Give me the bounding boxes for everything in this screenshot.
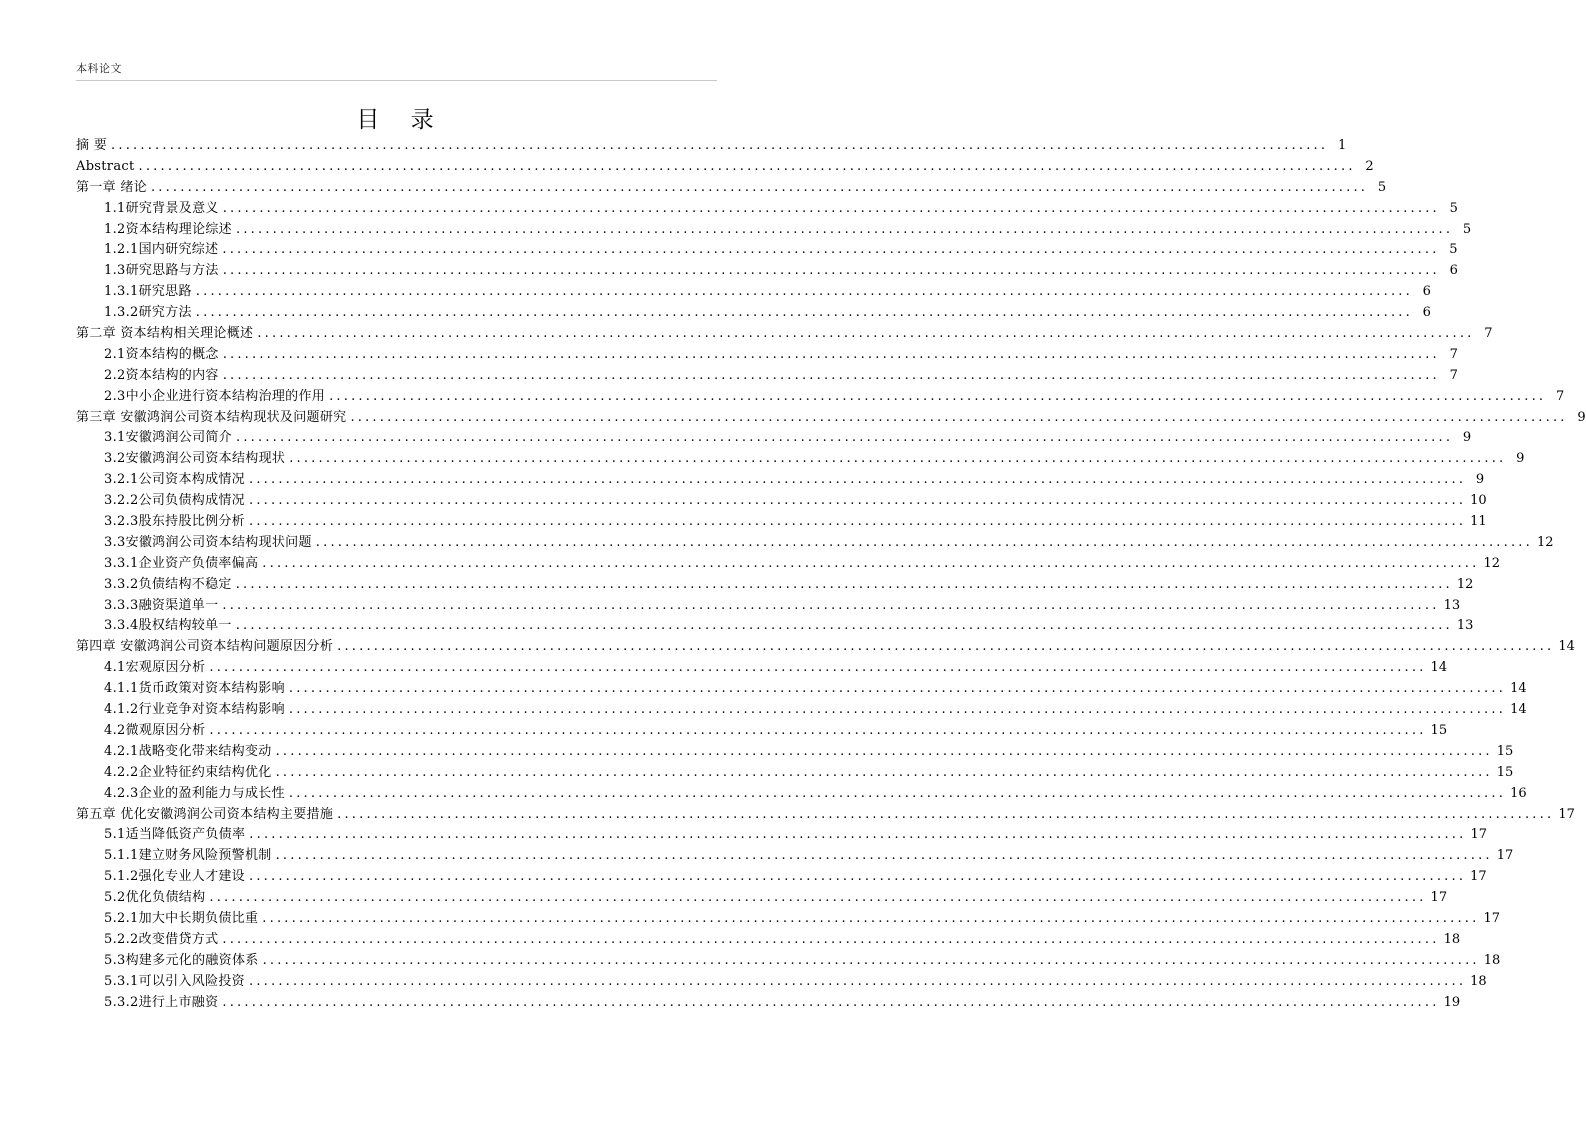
toc-entry[interactable] (76, 470, 1485, 491)
toc-dot-leader: ...................................................................................................................................................................... (262, 952, 1480, 968)
toc-entry-page: 16 (1510, 785, 1527, 801)
toc-entry[interactable] (76, 721, 1448, 742)
toc-entry-page: 12 (1456, 576, 1474, 592)
toc-dot-leader: ...................................................................................................................................................................... (222, 346, 1440, 362)
toc-entry-page: 19 (1443, 994, 1461, 1010)
toc-entry-label: 3.2.1公司资本构成情况 (104, 472, 245, 488)
toc-entry-label: 5.3.1可以引入风险投资 (104, 973, 245, 989)
toc-entry-label: 5.2优化负债结构 (104, 890, 206, 906)
toc-dot-leader: ...................................................................................................................................................................... (222, 994, 1440, 1010)
toc-dot-leader: ...................................................................................................................................................................... (275, 848, 1493, 864)
toc-entry[interactable] (76, 763, 1514, 784)
toc-entry-page: 7 (1484, 326, 1493, 342)
toc-entry-label: 5.3构建多元化的融资体系 (104, 952, 259, 968)
toc-entry-label: 5.1.1建立财务风险预警机制 (104, 848, 272, 864)
toc-entry[interactable] (76, 784, 1527, 805)
toc-dot-leader: ...................................................................................................................................................................... (350, 409, 1568, 425)
toc-dot-leader: ...................................................................................................................................................................... (288, 681, 1507, 697)
toc-entry-label: 3.3安徽鸿润公司资本结构现状问题 (104, 534, 312, 550)
toc-entry-label: 4.2.2企业特征约束结构优化 (104, 764, 272, 780)
toc-dot-leader: ...................................................................................................................................................................... (209, 660, 1427, 676)
toc-entry-label: 2.1资本结构的概念 (104, 346, 219, 362)
toc-entry-page: 5 (1449, 242, 1458, 258)
toc-dot-leader: ...................................................................................................................................................................... (222, 367, 1440, 383)
toc-dot-leader: ...................................................................................................................................................................... (248, 514, 1467, 530)
toc-entry-label: 5.2.2改变借贷方式 (104, 931, 219, 947)
toc-entry-label: 3.3.1企业资产负债率偏高 (104, 555, 259, 571)
toc-dot-leader: ...................................................................................................................................................................... (235, 430, 1454, 446)
toc-entry[interactable] (76, 637, 1575, 658)
toc-entry[interactable] (76, 554, 1500, 575)
toc-dot-leader: ...................................................................................................................................................................... (248, 472, 1467, 488)
toc-dot-leader: ...................................................................................................................................................................... (315, 534, 1533, 550)
toc-entry-label: 1.2.1国内研究综述 (104, 242, 219, 258)
toc-entry-page: 11 (1470, 514, 1487, 530)
toc-entry[interactable] (76, 679, 1527, 700)
toc-dot-leader: ...................................................................................................................................................................... (262, 555, 1480, 571)
toc-entry-page: 7 (1449, 346, 1458, 362)
toc-dot-leader: ...................................................................................................................................................................... (275, 743, 1493, 759)
toc-entry-label: 3.2.3股东持股比例分析 (104, 514, 245, 530)
toc-entry-label: 5.1.2强化专业人才建设 (104, 869, 245, 885)
toc-entry[interactable] (76, 199, 1458, 220)
toc-entry-page: 14 (1510, 702, 1527, 718)
toc-entry-label: 1.3.2研究方法 (104, 305, 192, 321)
toc-entry-page: 18 (1470, 973, 1487, 989)
toc-dot-leader: ...................................................................................................................................................................... (222, 200, 1440, 216)
toc-entry[interactable] (76, 867, 1487, 888)
toc-entry-label: 2.2资本结构的内容 (104, 367, 219, 383)
toc-entry-page: 13 (1456, 618, 1474, 634)
toc-entry-page: 9 (1462, 430, 1472, 446)
toc-entry-page: 17 (1430, 890, 1448, 906)
toc-entry-label: 第四章 安徽鸿润公司资本结构问题原因分析 (76, 639, 334, 655)
toc-entry[interactable] (76, 951, 1501, 972)
toc-dot-leader: ...................................................................................................................................................................... (329, 388, 1547, 404)
toc-entry-label: 1.3.1研究思路 (104, 284, 192, 300)
toc-entry-label: 5.3.2进行上市融资 (104, 994, 219, 1010)
toc-dot-leader: ...................................................................................................................................................................... (111, 138, 1329, 153)
toc-entry-label: 3.3.3融资渠道单一 (104, 597, 219, 613)
toc-entry-label: 摘 要 (76, 138, 108, 153)
toc-entry[interactable] (76, 261, 1458, 282)
toc-dot-leader: ...................................................................................................................................................................... (248, 973, 1467, 989)
toc-entry-label: 4.2.3企业的盈利能力与成长性 (104, 785, 285, 801)
toc-entry-page: 10 (1470, 493, 1487, 509)
toc-entry[interactable] (76, 616, 1474, 637)
header-divider (76, 80, 717, 81)
toc-entry-page: 9 (1516, 451, 1525, 467)
toc-dot-leader: ...................................................................................................................................................................... (288, 785, 1507, 801)
toc-title: 目 录 (356, 107, 437, 133)
toc-entry-label: 5.1适当降低资产负债率 (104, 827, 246, 843)
toc-entry[interactable] (76, 303, 1431, 324)
toc-entry-page: 17 (1483, 910, 1500, 926)
toc-entry[interactable] (76, 178, 1387, 199)
toc-entry-label: 4.2.1战略变化带来结构变动 (104, 743, 272, 759)
toc-dot-leader: ...................................................................................................................................................................... (248, 869, 1467, 885)
toc-entry[interactable] (76, 742, 1514, 763)
toc-entry[interactable] (76, 408, 1586, 429)
toc-dot-leader: ...................................................................................................................................................................... (195, 284, 1413, 300)
toc-entry[interactable] (76, 282, 1431, 303)
toc-entry-page: 1 (1337, 138, 1347, 153)
toc-entry[interactable] (76, 345, 1458, 366)
toc-entry-label: 1.2资本结构理论综述 (104, 221, 232, 237)
toc-entry-label: 4.1.1货币政策对资本结构影响 (104, 681, 285, 697)
toc-entry-page: 7 (1555, 388, 1565, 404)
toc-entry[interactable] (76, 700, 1527, 721)
toc-entry-label: 第一章 绪论 (76, 179, 147, 195)
toc-entry-label: 3.2.2公司负债构成情况 (104, 493, 245, 509)
toc-dot-leader: ...................................................................................................................................................................... (138, 158, 1356, 174)
toc-dot-leader: ...................................................................................................................................................................... (235, 221, 1454, 237)
toc-entry[interactable] (76, 240, 1458, 261)
toc-entry-label: 第三章 安徽鸿润公司资本结构现状及问题研究 (76, 409, 347, 425)
toc-dot-leader: ...................................................................................................................................................................... (150, 179, 1369, 195)
table-of-contents (76, 136, 1586, 1013)
toc-entry-page: 6 (1449, 263, 1458, 279)
toc-entry[interactable] (76, 805, 1575, 826)
toc-dot-leader: ...................................................................................................................................................................... (209, 722, 1427, 738)
toc-entry[interactable] (76, 387, 1565, 408)
toc-entry-page: 15 (1496, 743, 1514, 759)
toc-entry-label: 3.3.4股权结构较单一 (104, 618, 232, 634)
toc-entry-label: 4.1.2行业竞争对资本结构影响 (104, 702, 285, 718)
toc-entry-page: 5 (1462, 221, 1472, 237)
toc-dot-leader: ...................................................................................................................................................................... (257, 326, 1475, 342)
toc-dot-leader: ...................................................................................................................................................................... (222, 242, 1440, 258)
toc-entry-page: 14 (1510, 681, 1527, 697)
toc-entry-page: 2 (1365, 158, 1374, 174)
toc-entry[interactable] (76, 846, 1514, 867)
toc-entry[interactable] (76, 825, 1487, 846)
toc-entry-label: 第五章 优化安徽鸿润公司资本结构主要措施 (76, 806, 334, 822)
toc-entry-page: 18 (1483, 952, 1501, 968)
toc-entry-page: 17 (1558, 806, 1575, 822)
toc-dot-leader: ...................................................................................................................................................................... (337, 806, 1555, 822)
toc-entry[interactable] (76, 512, 1487, 533)
toc-entry[interactable] (76, 888, 1448, 909)
toc-entry[interactable] (76, 366, 1458, 387)
toc-entry-page: 15 (1496, 764, 1514, 780)
toc-entry-page: 9 (1475, 472, 1485, 488)
toc-entry-page: 6 (1422, 284, 1431, 300)
page-header-label: 本科论文 (76, 62, 122, 75)
toc-entry[interactable] (76, 909, 1500, 930)
toc-entry-label: 1.3研究思路与方法 (104, 263, 219, 279)
toc-entry-label: 5.2.1加大中长期负债比重 (104, 910, 259, 926)
toc-dot-leader: ...................................................................................................................................................................... (222, 597, 1440, 613)
toc-entry-page: 17 (1470, 827, 1487, 843)
toc-entry-label: 4.1宏观原因分析 (104, 660, 206, 676)
toc-entry-page: 9 (1577, 409, 1586, 425)
toc-entry-page: 18 (1443, 931, 1461, 947)
toc-dot-leader: ...................................................................................................................................................................... (209, 890, 1427, 906)
toc-entry-label: 3.2安徽鸿润公司资本结构现状 (104, 451, 286, 467)
toc-dot-leader: ...................................................................................................................................................................... (235, 618, 1453, 634)
toc-entry[interactable] (76, 658, 1448, 679)
toc-entry-page: 13 (1443, 597, 1461, 613)
toc-entry[interactable] (76, 428, 1472, 449)
toc-entry-label: Abstract (76, 158, 135, 174)
toc-entry-label: 3.3.2负债结构不稳定 (104, 576, 232, 592)
toc-entry-page: 17 (1470, 869, 1487, 885)
toc-entry-page: 14 (1430, 660, 1448, 676)
toc-entry-page: 5 (1449, 200, 1458, 216)
toc-dot-leader: ...................................................................................................................................................................... (249, 827, 1467, 843)
toc-dot-leader: ...................................................................................................................................................................... (288, 702, 1507, 718)
toc-entry-label: 1.1研究背景及意义 (104, 200, 219, 216)
toc-dot-leader: ...................................................................................................................................................................... (222, 263, 1440, 279)
toc-entry[interactable] (76, 220, 1472, 241)
toc-entry[interactable] (76, 324, 1493, 345)
toc-entry-label: 4.2微观原因分析 (104, 722, 206, 738)
toc-dot-leader: ...................................................................................................................................................................... (235, 576, 1453, 592)
toc-entry[interactable] (76, 930, 1461, 951)
toc-entry[interactable] (76, 993, 1461, 1014)
toc-entry-page: 6 (1422, 305, 1431, 321)
toc-entry[interactable] (76, 136, 1347, 157)
toc-entry-label: 3.1安徽鸿润公司简介 (104, 430, 232, 446)
toc-entry[interactable] (76, 972, 1487, 993)
toc-entry-page: 12 (1536, 534, 1554, 550)
toc-dot-leader: ...................................................................................................................................................................... (248, 493, 1467, 509)
toc-entry[interactable] (76, 491, 1487, 512)
toc-dot-leader: ...................................................................................................................................................................... (195, 305, 1413, 321)
toc-entry-page: 17 (1496, 848, 1514, 864)
toc-entry-page: 12 (1483, 555, 1500, 571)
toc-entry-page: 15 (1430, 722, 1448, 738)
toc-entry[interactable] (76, 533, 1554, 554)
toc-dot-leader: ...................................................................................................................................................................... (262, 910, 1480, 926)
toc-entry-page: 7 (1449, 367, 1458, 383)
toc-entry[interactable] (76, 157, 1374, 178)
toc-entry[interactable] (76, 596, 1461, 617)
toc-entry-label: 2.3中小企业进行资本结构治理的作用 (104, 388, 326, 404)
toc-entry-page: 14 (1558, 639, 1575, 655)
toc-dot-leader: ...................................................................................................................................................................... (222, 931, 1440, 947)
toc-dot-leader: ...................................................................................................................................................................... (275, 764, 1493, 780)
toc-entry-page: 5 (1377, 179, 1387, 195)
toc-entry[interactable] (76, 449, 1525, 470)
toc-dot-leader: ...................................................................................................................................................................... (337, 639, 1555, 655)
toc-dot-leader: ...................................................................................................................................................................... (289, 451, 1507, 467)
toc-entry-label: 第二章 资本结构相关理论概述 (76, 326, 254, 342)
toc-entry[interactable] (76, 575, 1474, 596)
